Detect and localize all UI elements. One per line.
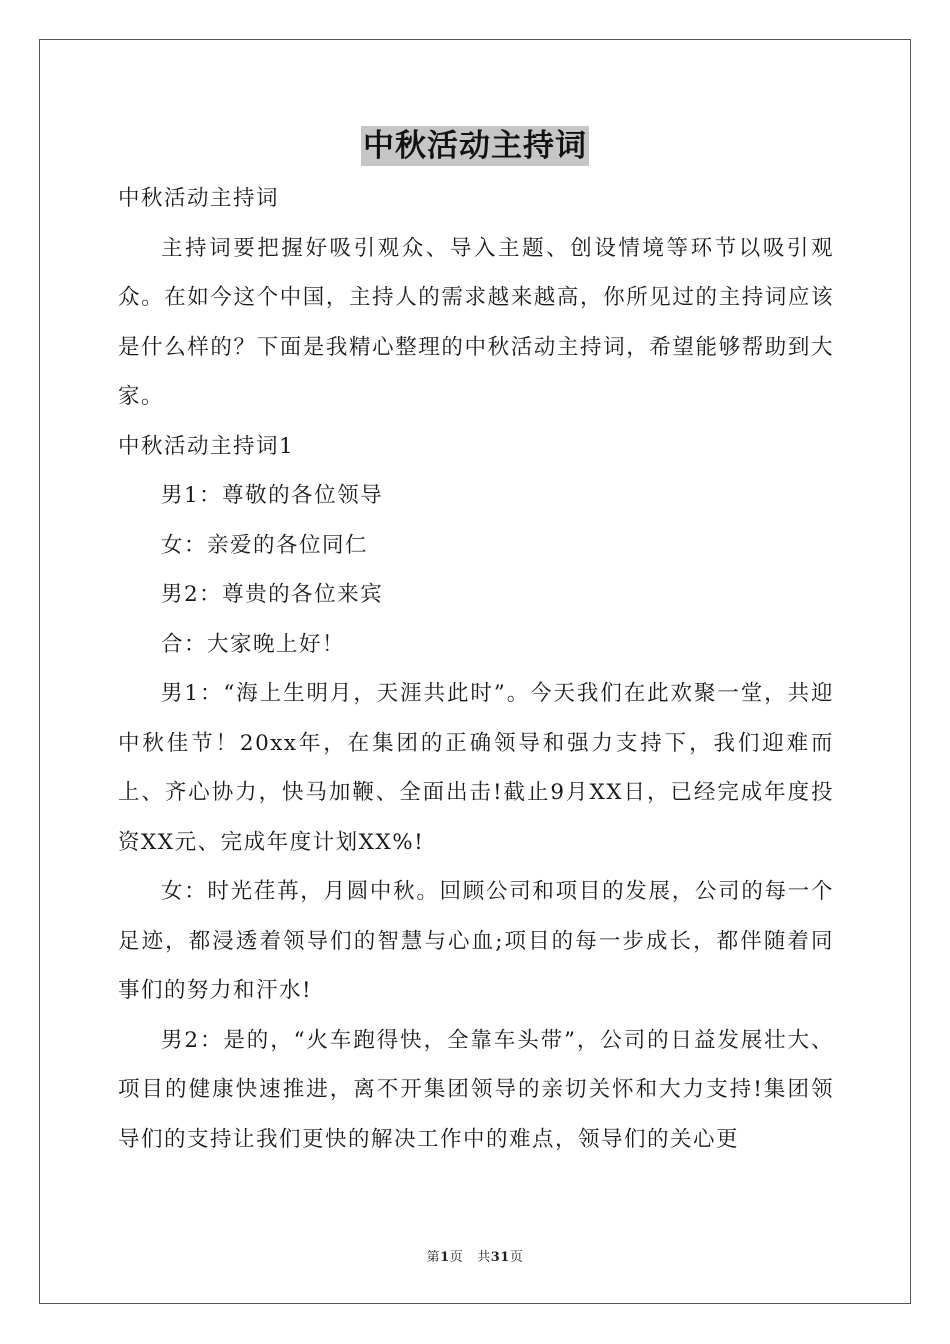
total-pages: 31	[490, 1250, 510, 1265]
dialogue-paragraph: 男1：“海上生明月，天涯共此时”。今天我们在此欢聚一堂，共迎中秋佳节！20xx年，在集团的正确领导和强力支持下，我们迎难而上、齐心协力，快马加鞭、全面出击!截止9月XX日，已经完成年度投资XX元、完成年度计划XX%!	[118, 681, 834, 855]
dialogue-paragraph: 男2：是的，“火车跑得快，全靠车头带”，公司的日益发展壮大、项目的健康快速推进，离不开集团领导的亲切关怀和大力支持!集团领导们的支持让我们更快的解决工作中的难点，领导们的关心更	[118, 1027, 834, 1152]
intro-paragraph: 主持词要把握好吸引观众、导入主题、创设情境等环节以吸引观众。在如今这个中国，主持人的需求越来越高，你所见过的主持词应该是什么样的？下面是我精心整理的中秋活动主持词，希望能够帮助到大家。	[118, 235, 834, 409]
section-heading: 中秋活动主持词1	[118, 433, 295, 459]
title-area	[0, 126, 950, 166]
dialogue-line: 男2：尊贵的各位来宾	[161, 582, 384, 607]
dialogue-line: 女：亲爱的各位同仁	[161, 532, 369, 558]
total-suffix: 页	[509, 1250, 524, 1265]
page-prefix: 第	[426, 1250, 441, 1265]
dialogue-line: 合：大家晚上好！	[161, 631, 346, 657]
total-prefix: 共	[477, 1250, 491, 1265]
document-title: 中秋活动主持词	[363, 128, 587, 164]
subtitle: 中秋活动主持词	[118, 186, 280, 211]
page-number: 1	[440, 1250, 450, 1265]
page-suffix: 页	[449, 1250, 464, 1265]
document-body	[118, 174, 834, 1164]
dialogue-line: 男1：尊敬的各位领导	[161, 483, 384, 508]
page-footer	[0, 1246, 950, 1265]
dialogue-paragraph: 女：时光荏苒，月圆中秋。回顾公司和项目的发展，公司的每一个足迹，都浸透着领导们的智慧与心血;项目的每一步成长，都伴随着同事们的努力和汗水!	[118, 879, 834, 1003]
